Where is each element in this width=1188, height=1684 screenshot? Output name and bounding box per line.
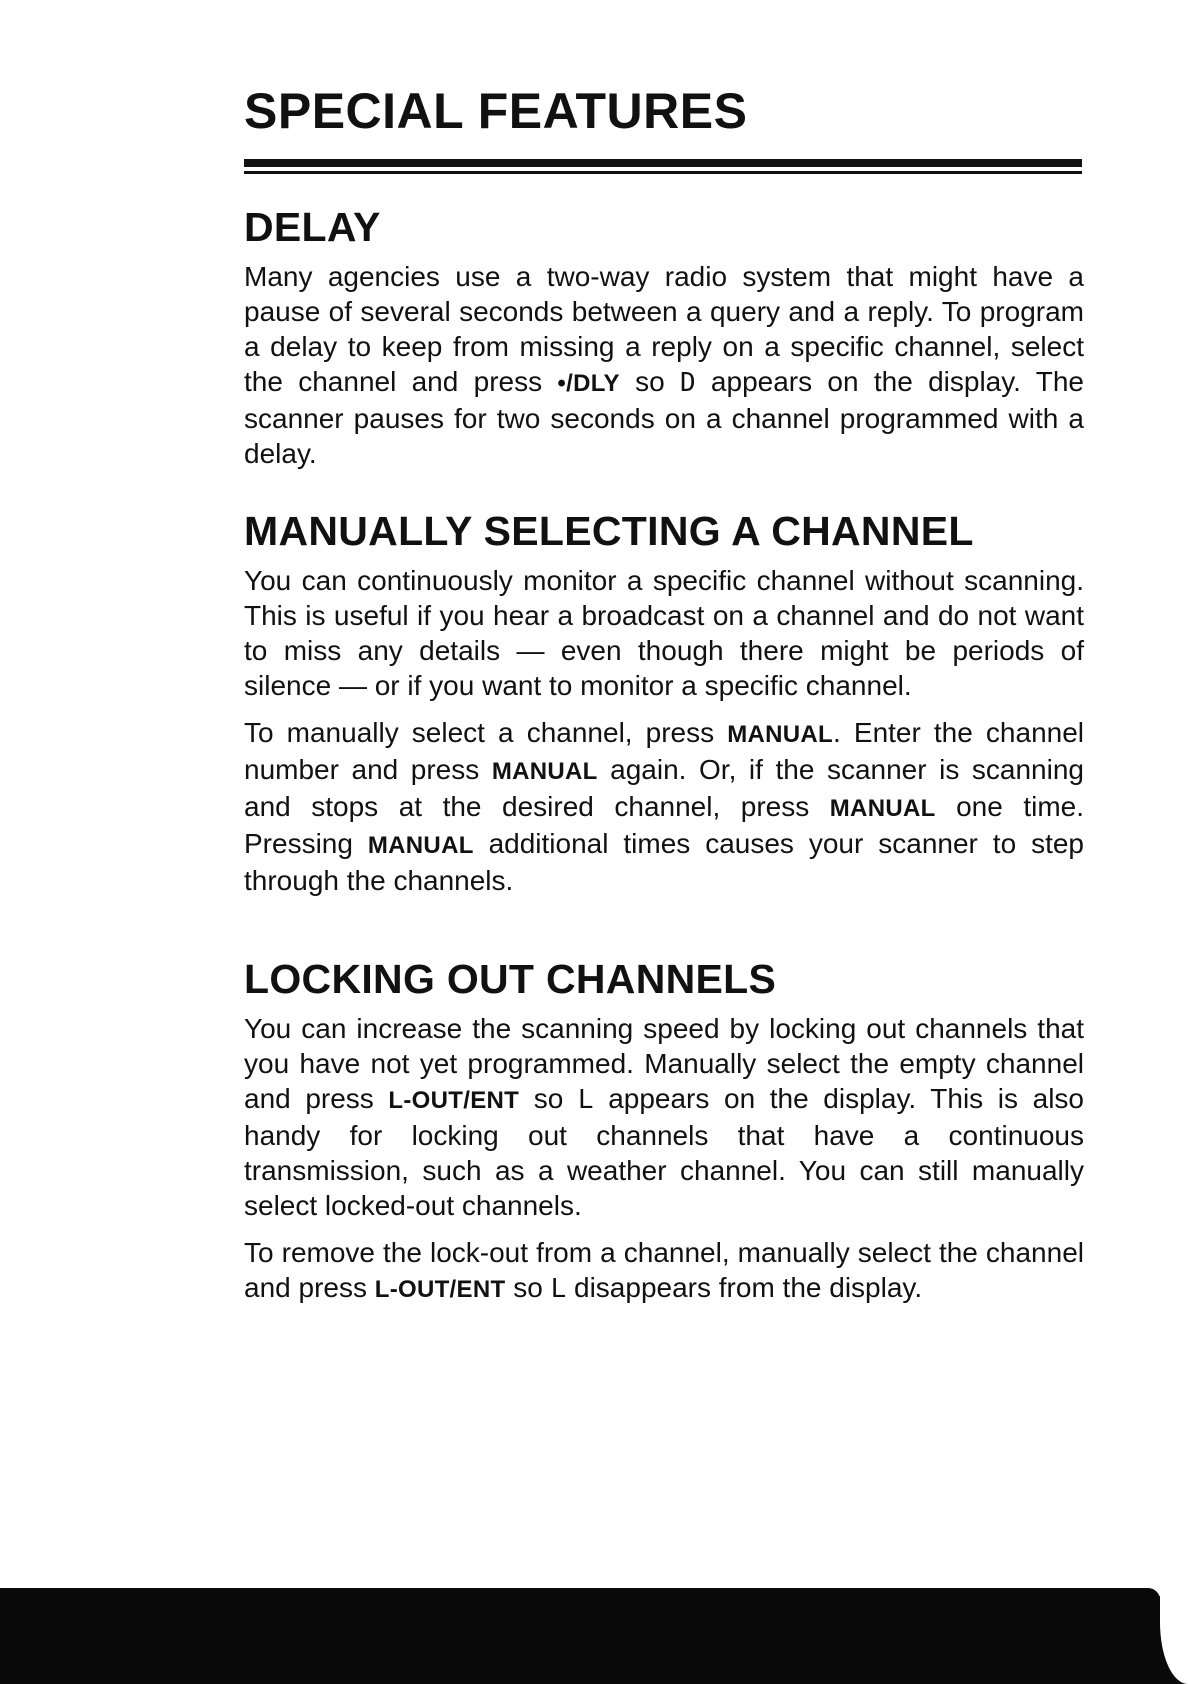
key-label-manual: MANUAL [367,832,474,860]
text-run: To manually select a channel, press [244,717,728,749]
key-label-dly: •/DLY [557,370,620,398]
section-manual-select [244,510,1084,910]
text-run: You can continuously monitor a specific channel without scanning. This is useful if you hear a broadcast on a channel and do not want to miss any details — even though there might be periods of silence — or if you want to monitor a specific channel. [244,565,1084,702]
section-heading-manual-select: MANUALLY SELECTING A CHANNEL [244,508,974,554]
display-indicator-l: L [577,1085,594,1116]
text-run: Many agencies use a two-way radio system that might have a pause of several seconds between a query and a reply. To program a delay to keep from missing a reply on a specific channel, select the channel and press [244,261,1084,398]
section-heading-delay: DELAY [244,204,381,250]
lockout-paragraph-2 [244,1235,1084,1307]
key-label-lout-ent: L-OUT/ENT [388,1087,520,1115]
section-delay [244,206,1084,483]
text-run: additional times causes your scanner to step through the channels. [244,828,1084,897]
title-rule-thick [244,159,1082,167]
section-lockout [244,958,1084,1319]
page-title: SPECIAL FEATURES [244,83,748,139]
text-run: so [619,366,680,398]
key-label-manual: MANUAL [491,758,598,786]
text-run: To remove the lock-out from a channel, manually select the channel and press [244,1237,1084,1304]
text-run: one time. Pressing [244,791,1084,860]
delay-paragraph [244,259,1084,471]
text-run: disappears from the display. [566,1272,923,1304]
display-indicator-d: D [679,368,696,399]
manual-paragraph-2 [244,715,1084,898]
key-label-manual: MANUAL [829,795,936,823]
key-label-lout-ent: L-OUT/ENT [374,1276,506,1304]
section-heading-lockout: LOCKING OUT CHANNELS [244,956,777,1002]
text-run: again. Or, if the scanner is scanning and stops at the desired channel, press [244,754,1084,823]
title-rule-thin [244,171,1082,174]
text-run: You can increase the scanning speed by locking out channels that you have not yet programmed. Manually select the empty channel and press [244,1013,1084,1115]
footer-black-bar [0,1596,1188,1684]
display-indicator-l: L [550,1274,567,1305]
key-label-manual: MANUAL [727,721,834,749]
text-run: appears on the display. This is also handy for locking out channels that have a continuous transmission, such as a weather channel. You can still manually select locked-out channels. [244,1083,1084,1222]
manual-paragraph-1 [244,563,1084,703]
text-run: so [505,1272,551,1304]
text-run: appears on the display. The scanner pauses for two seconds on a channel programmed with a delay. [244,366,1084,470]
text-run: . Enter the channel number and press [244,717,1084,786]
lockout-paragraph-1 [244,1011,1084,1223]
text-run: so [519,1083,578,1115]
